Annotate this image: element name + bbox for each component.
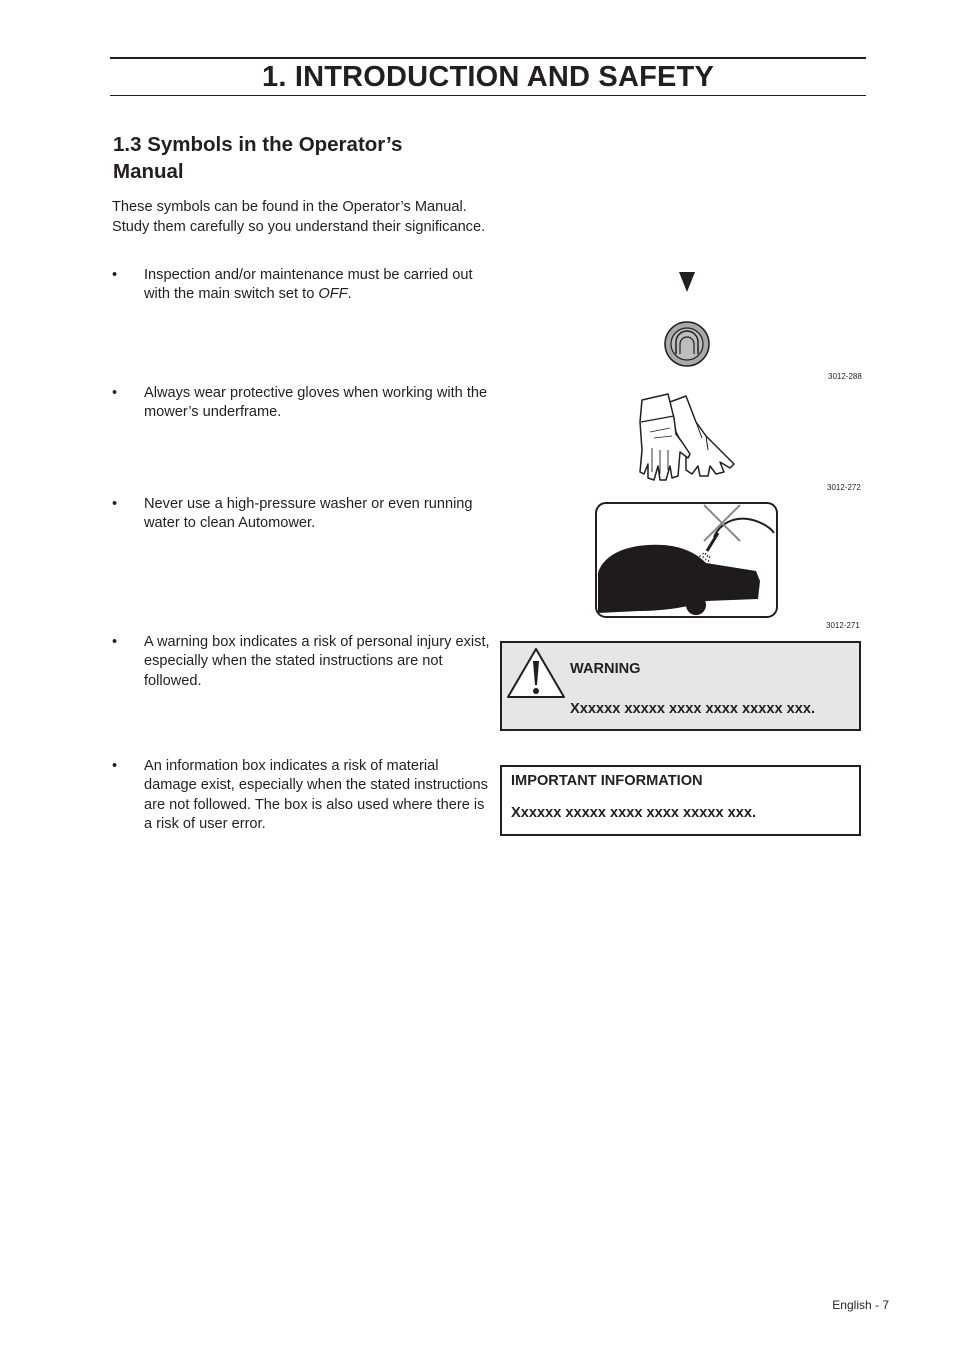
bullet-text-part: Inspection and/or maintenance must be carried out with the main switch set to [144,267,473,303]
bullet-text-end: . [347,286,352,303]
bullet-marker: • [112,267,118,283]
bullet-marker: • [112,758,118,774]
bullet-text: A warning box indicates a risk of personal injury exist, especially when the stated instructions are not followed. [144,634,490,689]
main-switch-off-icon [655,268,719,370]
figure-code: 3012-288 [828,372,862,381]
bullet-marker: • [112,496,118,512]
info-title: IMPORTANT INFORMATION [511,773,703,789]
warning-text: Xxxxxx xxxxx xxxx xxxx xxxxx xxx. [570,701,816,717]
warning-triangle-icon [506,647,566,699]
bullet-text: Never use a high-pressure washer or even running water to clean Automower. [144,496,473,532]
figure-code: 3012-271 [826,621,860,630]
page-footer: English - 7 [832,1298,889,1312]
bullet-text [144,266,494,305]
bullet-text: Always wear protective gloves when working with the mower’s underframe. [144,385,488,421]
warning-title: WARNING [570,661,641,677]
warning-box [500,641,861,731]
figure-code: 3012-272 [827,483,861,492]
no-water-cleaning-icon [594,501,779,619]
info-text: Xxxxxx xxxxx xxxx xxxx xxxxx xxx. [511,805,757,821]
bullet-marker: • [112,385,118,401]
intro-paragraph: These symbols can be found in the Operator’s Manual. Study them carefully so you understand their significance. [112,199,486,235]
section-title: 1.3 Symbols in the Operator’s Manual [113,133,403,183]
chapter-rule-bottom [110,95,866,96]
bullet-text: An information box indicates a risk of material damage exist, especially when the stated instructions are not followed. The box is also used where there is a risk of user error. [144,758,488,832]
bullet-marker: • [112,634,118,650]
chapter-title: 1. INTRODUCTION AND SAFETY [261,61,715,93]
protective-gloves-icon [636,392,740,484]
bullet-text-italic: OFF [318,286,348,303]
info-box [500,765,861,836]
